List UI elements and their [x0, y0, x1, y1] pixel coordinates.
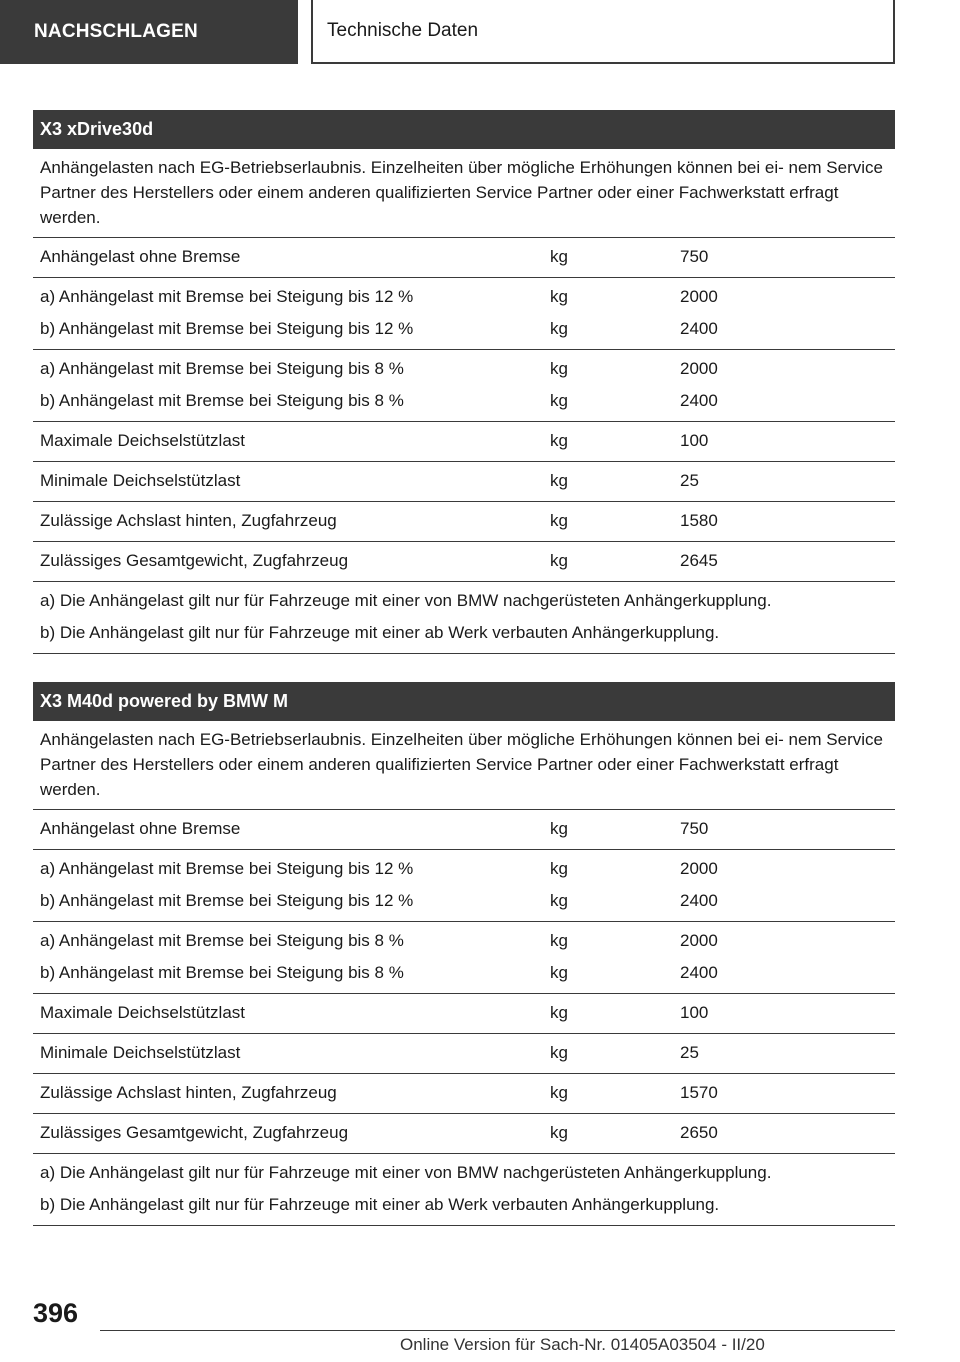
- row-label: Minimale Deichselstützlast: [40, 1043, 241, 1062]
- spec-section-x3-m40d: [33, 682, 895, 1226]
- table-row: [33, 1114, 895, 1154]
- section-intro: Anhängelasten nach EG-Betriebserlaubnis. Einzelheiten über mögliche Erhöhungen können bei ei- nem Service Partner des Herstellers oder einem anderen qualifizierten Service Partner oder einer Fachwerkstatt erfragt werden.: [33, 149, 895, 238]
- footer-divider: [100, 1330, 895, 1331]
- footnote: b) Die Anhängelast gilt nur für Fahrzeuge mit einer ab Werk verbauten Anhängerkupplung.: [40, 1195, 720, 1214]
- row-value: 750: [680, 819, 709, 838]
- row-label: Maximale Deichselstützlast: [40, 1003, 246, 1022]
- section-heading-text: X3 xDrive30d: [40, 119, 154, 139]
- row-value: 25: [680, 471, 699, 490]
- row-label: b) Anhängelast mit Bremse bei Steigung bis 8 %: [40, 963, 404, 982]
- footnote: b) Die Anhängelast gilt nur für Fahrzeuge mit einer ab Werk verbauten Anhängerkupplung.: [40, 623, 720, 642]
- row-unit: kg: [550, 319, 568, 338]
- footnotes: [33, 1154, 895, 1226]
- row-unit: kg: [550, 471, 568, 490]
- section-heading-text: X3 M40d powered by BMW M: [40, 691, 289, 711]
- row-value: 2645: [680, 551, 718, 570]
- row-label: a) Anhängelast mit Bremse bei Steigung bis 8 %: [40, 359, 404, 378]
- chapter-title: NACHSCHLAGEN: [34, 21, 198, 42]
- row-label: Minimale Deichselstützlast: [40, 471, 241, 490]
- row-unit: kg: [550, 431, 568, 450]
- section-intro: Anhängelasten nach EG-Betriebserlaubnis. Einzelheiten über mögliche Erhöhungen können bei ei- nem Service Partner des Herstellers oder einem anderen qualifizierten Service Partner oder einer Fachwerkstatt erfragt werden.: [33, 721, 895, 810]
- footnote: a) Die Anhängelast gilt nur für Fahrzeuge mit einer von BMW nachgerüsteten Anhängerkupplung.: [40, 591, 772, 610]
- row-value: 2650: [680, 1123, 718, 1142]
- row-label: Anhängelast ohne Bremse: [40, 247, 241, 266]
- table-row: [33, 850, 895, 922]
- table-row: [33, 922, 895, 994]
- row-unit: kg: [550, 511, 568, 530]
- table-row: [33, 422, 895, 462]
- row-value: 100: [680, 1003, 709, 1022]
- row-label: a) Anhängelast mit Bremse bei Steigung bis 12 %: [40, 859, 414, 878]
- table-row: [33, 542, 895, 582]
- row-unit: kg: [550, 287, 568, 306]
- row-value: 2400: [680, 963, 718, 982]
- row-value: 2400: [680, 319, 718, 338]
- table-row: [33, 994, 895, 1034]
- table-row: [33, 238, 895, 278]
- table-row: [33, 350, 895, 422]
- row-label: a) Anhängelast mit Bremse bei Steigung bis 8 %: [40, 931, 404, 950]
- table-row: [33, 462, 895, 502]
- row-value: 2000: [680, 931, 718, 950]
- table-row: [33, 810, 895, 850]
- row-unit: kg: [550, 1043, 568, 1062]
- row-unit: kg: [550, 247, 568, 266]
- spec-section-x3-xdrive30d: [33, 110, 895, 654]
- row-label: Anhängelast ohne Bremse: [40, 819, 241, 838]
- page-number: 396: [33, 1298, 79, 1328]
- row-label: b) Anhängelast mit Bremse bei Steigung bis 12 %: [40, 891, 414, 910]
- section-heading: [33, 110, 895, 149]
- row-label: b) Anhängelast mit Bremse bei Steigung bis 12 %: [40, 319, 414, 338]
- row-label: Zulässige Achslast hinten, Zugfahrzeug: [40, 1083, 337, 1102]
- row-label: a) Anhängelast mit Bremse bei Steigung bis 12 %: [40, 287, 414, 306]
- footer-text: Online Version für Sach-Nr. 01405A03504 - II/20: [400, 1335, 765, 1354]
- table-row: [33, 502, 895, 542]
- row-value: 100: [680, 431, 709, 450]
- row-value: 2000: [680, 287, 718, 306]
- row-value: 2000: [680, 859, 718, 878]
- row-value: 25: [680, 1043, 699, 1062]
- section-header: [311, 0, 895, 64]
- row-label: Zulässiges Gesamtgewicht, Zugfahrzeug: [40, 551, 349, 570]
- table-row: [33, 278, 895, 350]
- row-value: 1570: [680, 1083, 718, 1102]
- row-unit: kg: [550, 859, 568, 878]
- footnote: a) Die Anhängelast gilt nur für Fahrzeuge mit einer von BMW nachgerüsteten Anhängerkupplung.: [40, 1163, 772, 1182]
- row-label: Zulässiges Gesamtgewicht, Zugfahrzeug: [40, 1123, 349, 1142]
- row-value: 750: [680, 247, 709, 266]
- row-unit: kg: [550, 1003, 568, 1022]
- table-row: [33, 1034, 895, 1074]
- row-unit: kg: [550, 391, 568, 410]
- footnotes: [33, 582, 895, 654]
- row-unit: kg: [550, 819, 568, 838]
- row-label: Maximale Deichselstützlast: [40, 431, 246, 450]
- row-label: Zulässige Achslast hinten, Zugfahrzeug: [40, 511, 337, 530]
- row-unit: kg: [550, 1083, 568, 1102]
- row-unit: kg: [550, 1123, 568, 1142]
- row-unit: kg: [550, 891, 568, 910]
- row-unit: kg: [550, 963, 568, 982]
- row-label: b) Anhängelast mit Bremse bei Steigung bis 8 %: [40, 391, 404, 410]
- chapter-tab: [0, 0, 298, 64]
- row-unit: kg: [550, 931, 568, 950]
- row-unit: kg: [550, 551, 568, 570]
- section-title: Technische Daten: [327, 20, 479, 41]
- section-heading: [33, 682, 895, 721]
- row-unit: kg: [550, 359, 568, 378]
- row-value: 2400: [680, 391, 718, 410]
- row-value: 2400: [680, 891, 718, 910]
- table-row: [33, 1074, 895, 1114]
- row-value: 1580: [680, 511, 718, 530]
- row-value: 2000: [680, 359, 718, 378]
